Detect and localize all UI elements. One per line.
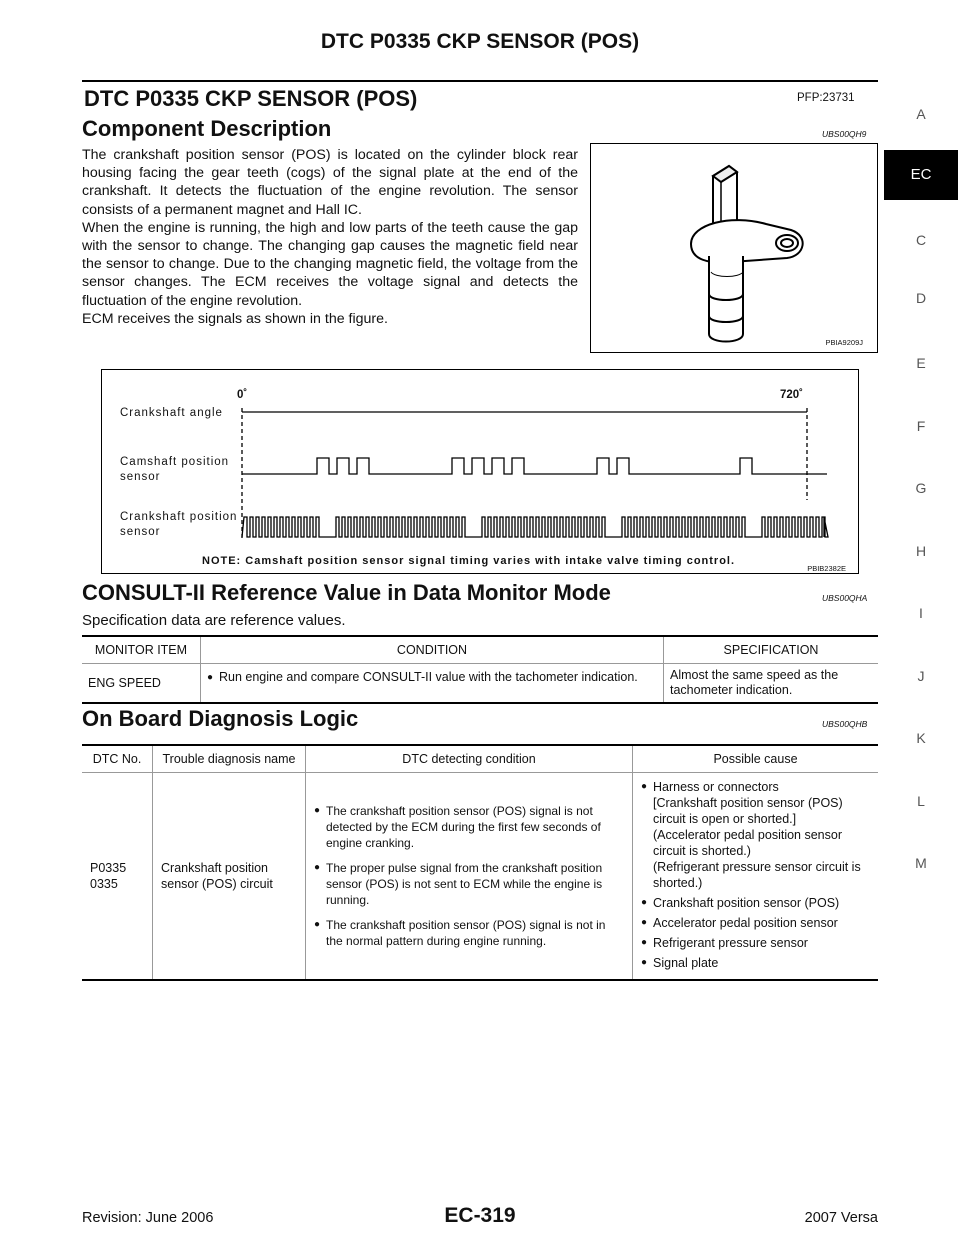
condition-item: ● The proper pulse signal from the crankshaft position sensor (POS) is not sent to ECM while the engine is running. [314,860,624,908]
figure-code: PBIA9209J [825,338,863,347]
crankshaft-signal-wave [242,517,828,537]
index-tab-e[interactable]: E [916,355,926,371]
camshaft-signal-wave [242,458,827,474]
table-row [82,773,878,981]
condition-item: ● The crankshaft position sensor (POS) signal is not detected by the ECM during the first few seconds of engine cranking. [314,803,624,851]
condition-cell [201,664,664,704]
component-description-text [82,146,578,328]
table-header-row [82,745,878,773]
component-description-code: UBS00QH9 [822,129,867,139]
consult-title: CONSULT-II Reference Value in Data Monitor Mode [82,580,611,605]
figure-code: PBIB2382E [807,564,846,573]
paragraph: When the engine is running, the high and low parts of the teeth cause the gap with the sensor to change. The changing gap causes the magnetic field near the sensor to change. Due to the changing magnetic field, the voltage from the sensor changes. The ECM receives the voltage signal and detects the fluctuation of the engine revolution. [82,219,578,309]
crankshaft-position-label: Crankshaft position sensor [120,511,238,538]
component-description-title: Component Description [82,116,332,141]
footer-revision: Revision: June 2006 [82,1210,214,1226]
angle-start-label: 0˚ [237,389,248,401]
sensor-figure [590,143,878,353]
dtc-number: P0335 0335 [90,861,127,891]
index-tab-c[interactable]: C [915,232,927,248]
column-header: Trouble diagnosis name [153,745,306,773]
paragraph: The crankshaft position sensor (POS) is located on the cylinder block rear housing facing the gear teeth (cogs) of the signal plate at the end of the crankshaft. It detects the fluctuation of the engine revolution. The sensor consists of a permanent magnet and Hall IC. [82,147,578,218]
obd-code: UBS00QHB [822,719,868,729]
consult-table [82,635,878,704]
signal-waveforms [102,370,858,573]
table-row [82,664,878,704]
index-tab-f[interactable]: F [916,418,926,434]
page-header: DTC P0335 CKP SENSOR (POS) [320,30,640,53]
crankshaft-angle-label: Crankshaft angle [120,407,223,419]
column-header: DTC detecting condition [306,745,633,773]
table-header-row [82,636,878,664]
obd-title: On Board Diagnosis Logic [82,706,359,731]
column-header: SPECIFICATION [664,636,879,664]
cause-item: ● Accelerator pedal position sensor [641,915,870,931]
document-title: DTC P0335 CKP SENSOR (POS) [84,86,418,111]
pfp-code: PFP:23731 [797,92,855,104]
index-tab-h[interactable]: H [915,543,927,559]
detecting-condition-cell [306,773,633,981]
monitor-item: ENG SPEED [88,675,161,690]
index-tab-a[interactable]: A [916,106,926,122]
camshaft-position-label: Camshaft position sensor [120,456,230,483]
column-header: Possible cause [633,745,879,773]
consult-subtitle: Specification data are reference values. [82,612,346,629]
condition-item: ● The crankshaft position sensor (POS) signal is not in the normal pattern during engine running. [314,917,624,949]
column-header: MONITOR ITEM [82,636,201,664]
index-tab-ec[interactable]: EC [884,150,958,200]
signal-note: NOTE: Camshaft position sensor signal timing varies with intake valve timing control. [202,555,736,567]
consult-code: UBS00QHA [822,593,868,603]
specification-cell: Almost the same speed as the tachometer indication. [664,664,879,704]
header-rule [82,80,878,82]
index-tab-k[interactable]: K [916,730,926,746]
cause-item: ● Refrigerant pressure sensor [641,935,870,951]
footer-model: 2007 Versa [804,1210,878,1226]
possible-cause-cell [633,773,879,981]
angle-end-label: 720˚ [780,389,804,401]
crankshaft-sensor-illustration [591,144,877,352]
trouble-diagnosis-name: Crankshaft position sensor (POS) circuit [153,773,306,981]
index-tab-j[interactable]: J [917,668,925,684]
index-tab-g[interactable]: G [915,480,927,496]
paragraph: ECM receives the signals as shown in the figure. [82,310,388,327]
index-tab-d[interactable]: D [915,290,927,306]
index-tab-i[interactable]: I [919,605,923,621]
column-header: DTC No. [82,745,153,773]
cause-item: ● Crankshaft position sensor (POS) [641,895,870,911]
column-header: CONDITION [201,636,664,664]
obd-table [82,744,878,981]
index-tab-l[interactable]: L [917,793,925,809]
footer-page-number: EC-319 [444,1204,516,1227]
signal-timing-figure [101,369,859,574]
index-tab-m[interactable]: M [915,855,927,871]
cause-item: ● Harness or connectors [Crankshaft position sensor (POS) circuit is open or shorted.] (Accelerator pedal position sensor circuit is shorted.) (Refrigerant pressure sensor circuit is shorted.) [641,779,870,891]
condition-item: ● Run engine and compare CONSULT-II value with the tachometer indication. [207,670,657,685]
cause-item: ● Signal plate [641,955,870,971]
